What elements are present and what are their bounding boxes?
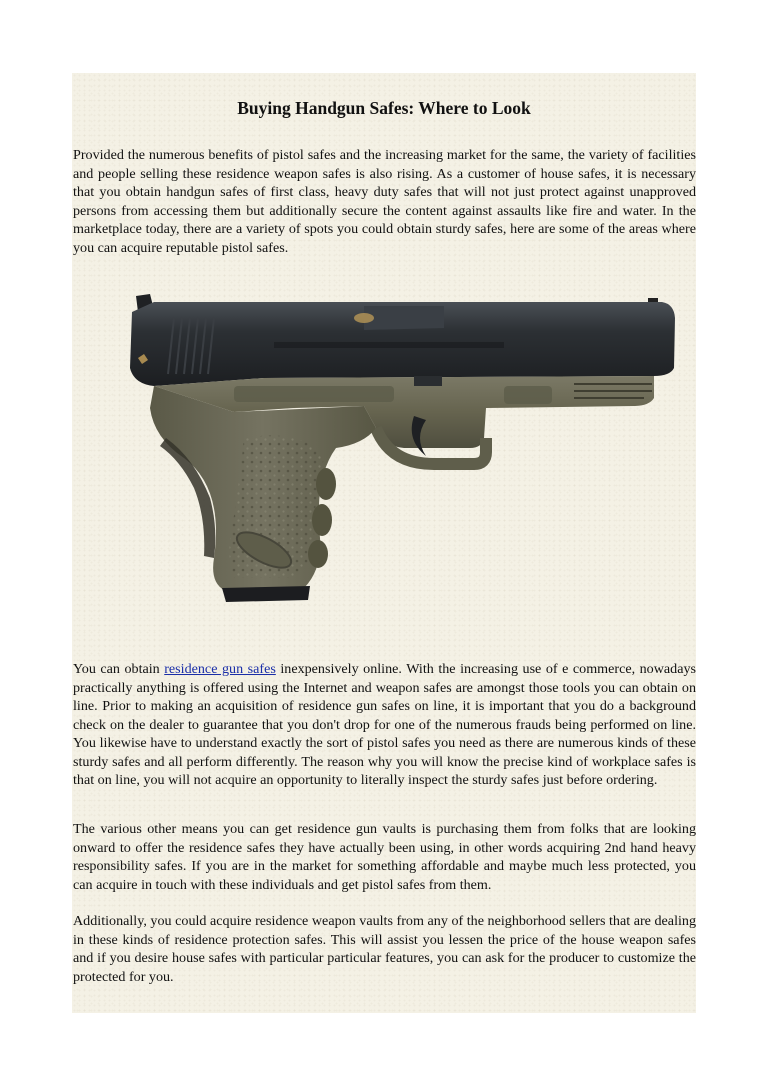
residence-gun-safes-link[interactable]: residence gun safes: [164, 661, 276, 677]
document-page: [72, 73, 696, 1013]
magazine-base: [222, 586, 310, 602]
page-title: Buying Handgun Safes: Where to Look: [237, 98, 531, 118]
pistol-photo: [114, 288, 684, 618]
frame-engraving: [234, 386, 394, 402]
ejection-port: [364, 306, 444, 330]
secondhand-paragraph: The various other means you can get residence gun vaults is purchasing them from folks that are looking onward to offer the residence safes they have actually been using, in other words acquiring 2nd hand heavy responsibility safes. If you are in the market for something affordable and maybe much less protected, you can acquire in touch with these individuals and get pistol safes from them.: [73, 821, 696, 893]
online-paragraph: [73, 660, 696, 790]
paragraph-text: You can obtain: [73, 661, 165, 677]
local-sellers-paragraph: Additionally, you could acquire residence weapon vaults from any of the neighborhood sellers that are dealing in these kinds of residence protection safes. This will assist you lessen the price of the house weapon safes and if you desire house safes with particular particular features, you can ask for the producer to customize the protected for you.: [73, 913, 696, 985]
paragraph-text: inexpensively online. With the increasing use of e commerce, nowadays practically anything is offered using the Internet and weapon safes are amongst those tools you can obtain on line. Prior to making an acquisition of residence gun safes on line, it is important that you do a background check on the dealer to guarantee that you don't drop for one of the numerous frauds being performed on line. You likewise have to understand exactly the sort of pistol safes you need as there are numerous kinds of these sturdy safes and all perform differently. The reason why you will know the precise kind of workplace safes is that on line, you will not acquire an opportunity to literally inspect the sturdy safes just before ordering.: [73, 661, 696, 788]
logo-emblem: [354, 313, 374, 323]
serial-plate: [504, 386, 552, 404]
intro-paragraph: Provided the numerous benefits of pistol safes and the increasing market for the same, the variety of facilities and people selling these residence weapon safes is also rising. As a customer of house safes, it is necessary that you obtain handgun safes of first class, heavy duty safes that will not just protect against unapproved persons from accessing them but additionally secure the content against assaults like fire and water. In the marketplace today, there are a variety of spots you could obtain sturdy safes, here are some of the areas where you can acquire reputable pistol safes.: [73, 147, 696, 256]
slide-stop: [414, 376, 442, 386]
